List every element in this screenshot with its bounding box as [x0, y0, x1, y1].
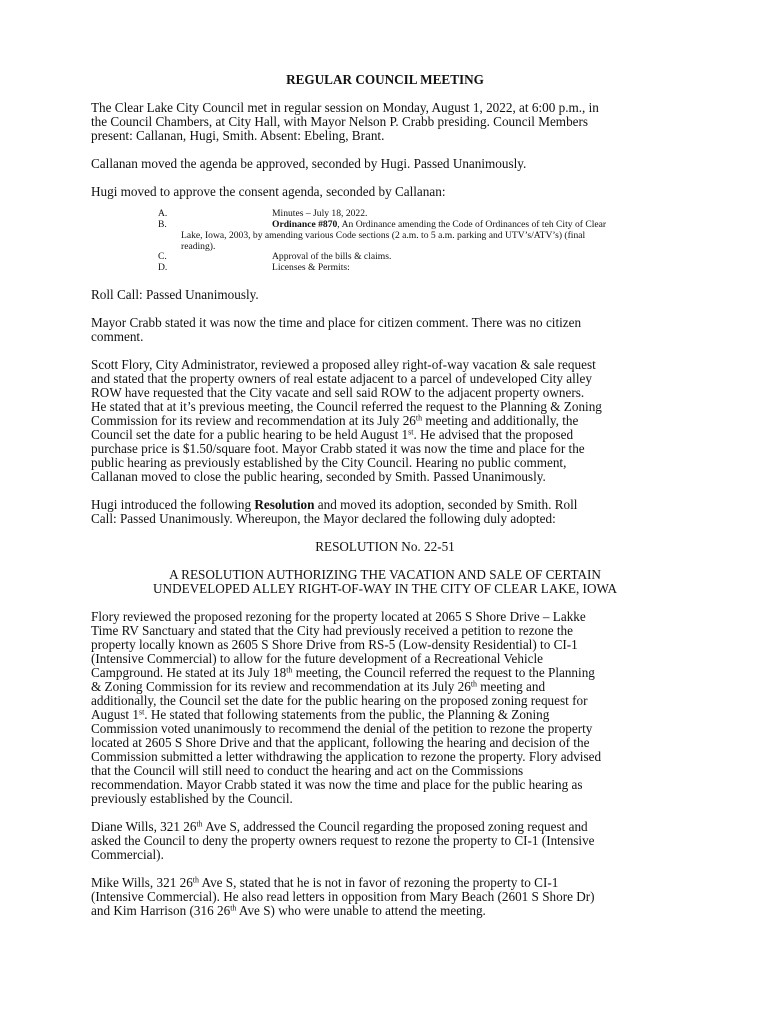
- rezoning-paragraph-line: Flory reviewed the proposed rezoning for the property located at 2065 S Shore Drive – Lakke: [91, 609, 586, 624]
- diane-wills-line: Commercial).: [91, 847, 164, 862]
- agenda-motion: Callanan moved the agenda be approved, seconded by Hugi. Passed Unanimously.: [91, 156, 527, 171]
- resolution-title: UNDEVELOPED ALLEY RIGHT-OF-WAY IN THE CITY OF CLEAR LAKE, IOWA: [153, 581, 617, 596]
- rezoning-paragraph-line: located at 2605 S Shore Drive and that the applicant, following the hearing and decision of the: [91, 735, 590, 750]
- consent-item-continuation: reading).: [181, 241, 216, 252]
- consent-item-text: Ordinance #870, An Ordinance amending the Code of Ordinances of teh City of Clear: [272, 219, 607, 230]
- rezoning-paragraph-line: additionally, the Council set the date for the public hearing on the proposed zoning request for: [91, 693, 588, 708]
- alley-paragraph-line: Council set the date for a public hearing to be held August 1st. He advised that the proposed: [91, 427, 574, 442]
- alley-paragraph-line: Scott Flory, City Administrator, reviewed a proposed alley right-of-way vacation & sale request: [91, 357, 596, 372]
- consent-item-continuation: Lake, Iowa, 2003, by amending various Code sections (2 a.m. to 5 a.m. parking and UTV’s/ATV’s) (final: [181, 230, 586, 241]
- resolution-title: A RESOLUTION AUTHORIZING THE VACATION AND SALE OF CERTAIN: [169, 567, 601, 582]
- intro-line: present: Callanan, Hugi, Smith. Absent: Ebeling, Brant.: [91, 128, 385, 143]
- consent-motion: Hugi moved to approve the consent agenda, seconded by Callanan:: [91, 184, 446, 199]
- consent-item-letter: A.: [158, 208, 168, 219]
- alley-paragraph-line: Commission for its review and recommendation at its July 26th meeting and additionally, the: [91, 413, 579, 428]
- ordinance-number: Ordinance #870: [272, 219, 338, 230]
- mike-wills-line: Mike Wills, 321 26th Ave S, stated that he is not in favor of rezoning the property to CI-1: [91, 875, 559, 890]
- rezoning-paragraph-line: Campground. He stated at its July 18th meeting, the Council referred the request to the Planning: [91, 665, 595, 680]
- consent-item-letter: C.: [158, 251, 167, 262]
- resolution-intro-line: Hugi introduced the following Resolution and moved its adoption, seconded by Smith. Roll: [91, 497, 578, 512]
- page-title: REGULAR COUNCIL MEETING: [286, 72, 484, 87]
- rezoning-paragraph-line: Commission voted unanimously to recommend the denial of the petition to rezone the property: [91, 721, 593, 736]
- consent-item-text: Licenses & Permits:: [272, 262, 350, 273]
- diane-wills-line: asked the Council to deny the property owners request to rezone the property to CI-1 (Intensive: [91, 833, 595, 848]
- rezoning-paragraph-line: previously established by the Council.: [91, 791, 293, 806]
- citizen-comment-line: comment.: [91, 329, 144, 344]
- roll-call: Roll Call: Passed Unanimously.: [91, 287, 259, 302]
- alley-paragraph-line: public hearing as previously established by the City Council. Hearing no public comment,: [91, 455, 567, 470]
- citizen-comment-line: Mayor Crabb stated it was now the time and place for citizen comment. There was no citizen: [91, 315, 582, 330]
- consent-item-text: Approval of the bills & claims.: [272, 251, 392, 262]
- alley-paragraph-line: and stated that the property owners of real estate adjacent to a parcel of undeveloped City alley: [91, 371, 592, 386]
- intro-line: the Council Chambers, at City Hall, with Mayor Nelson P. Crabb presiding. Council Members: [91, 114, 589, 129]
- resolution-number: RESOLUTION No. 22-51: [315, 539, 455, 554]
- intro-line: The Clear Lake City Council met in regular session on Monday, August 1, 2022, at 6:00 p.m., in: [91, 100, 599, 115]
- rezoning-paragraph-line: (Intensive Commercial) to allow for the future development of a Recreational Vehicle: [91, 651, 543, 666]
- alley-paragraph-line: ROW have requested that the City vacate and sell said ROW to the adjacent property owners.: [91, 385, 585, 400]
- diane-wills-line: Diane Wills, 321 26th Ave S, addressed the Council regarding the proposed zoning request and: [91, 819, 588, 834]
- mike-wills-line: (Intensive Commercial). He also read letters in opposition from Mary Beach (2601 S Shore Dr): [91, 889, 595, 904]
- rezoning-paragraph-line: Commission submitted a letter withdrawing the application to rezone the property. Flory advised: [91, 749, 602, 764]
- rezoning-paragraph-line: August 1st. He stated that following statements from the public, the Planning & Zoning: [91, 707, 550, 722]
- consent-item-letter: D.: [158, 262, 168, 273]
- mike-wills-line: and Kim Harrison (316 26th Ave S) who were unable to attend the meeting.: [91, 903, 486, 918]
- rezoning-paragraph-line: Time RV Sanctuary and stated that the City had previously received a petition to rezone the: [91, 623, 573, 638]
- consent-item-text: Minutes – July 18, 2022.: [272, 208, 368, 219]
- alley-paragraph-line: He stated that at it’s previous meeting, the Council referred the request to the Planning & Zoning: [91, 399, 602, 414]
- alley-paragraph-line: purchase price is $1.50/square foot. Mayor Crabb stated it was now the time and place for the: [91, 441, 585, 456]
- alley-paragraph-line: Callanan moved to close the public hearing, seconded by Smith. Passed Unanimously.: [91, 469, 546, 484]
- rezoning-paragraph-line: that the Council will still need to conduct the hearing and act on the Commissions: [91, 763, 524, 778]
- resolution-intro-line: Call: Passed Unanimously. Whereupon, the Mayor declared the following duly adopted:: [91, 511, 556, 526]
- rezoning-paragraph-line: recommendation. Mayor Crabb stated it was now the time and place for the public hearing as: [91, 777, 583, 792]
- consent-item-letter: B.: [158, 219, 167, 230]
- rezoning-paragraph-line: & Zoning Commission for its review and recommendation at its July 26th meeting and: [91, 679, 546, 694]
- rezoning-paragraph-line: property locally known as 2605 S Shore Drive from RS-5 (Low-density Residential) to CI-1: [91, 637, 578, 652]
